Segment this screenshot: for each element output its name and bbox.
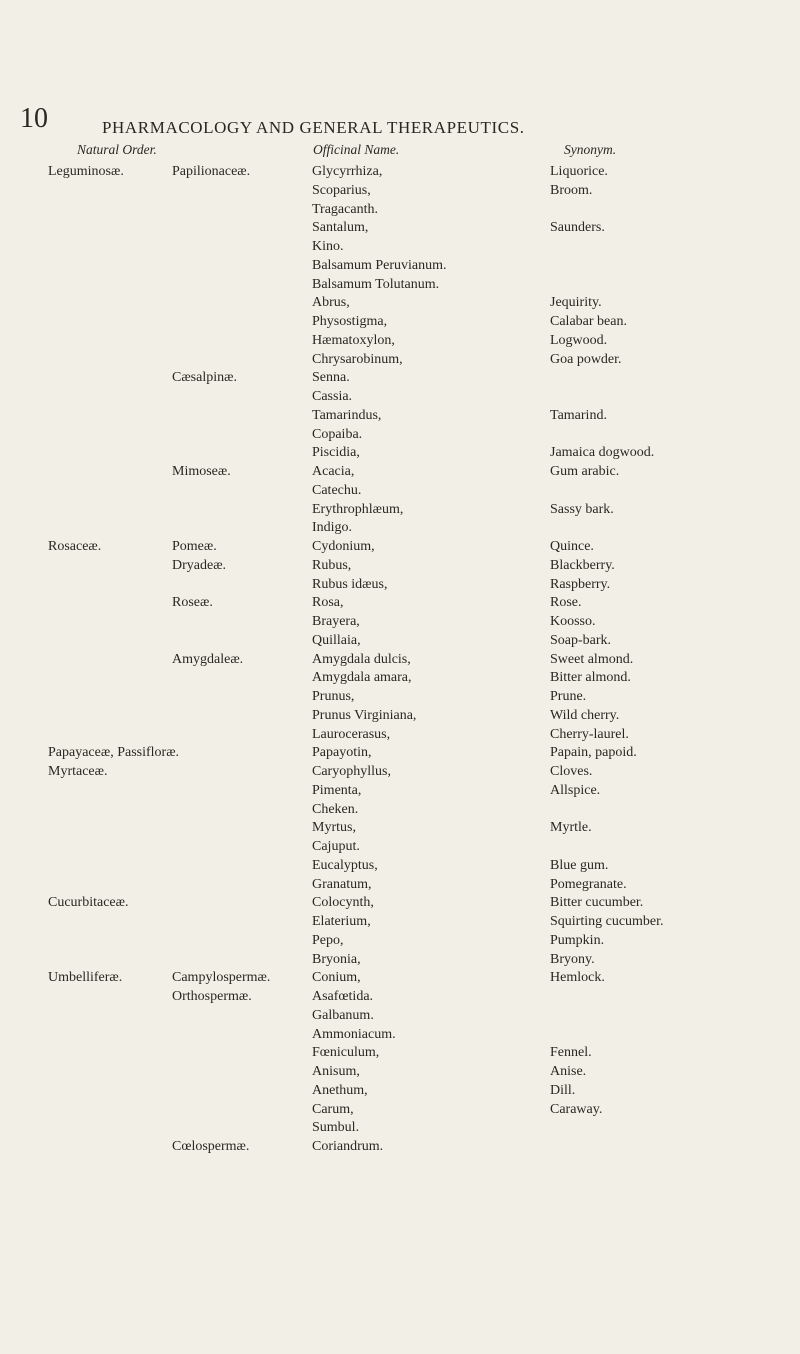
official-name-cell: Pimenta,	[312, 782, 362, 798]
official-name-cell: Cydonium,	[312, 539, 375, 554]
column-headers	[0, 142, 800, 162]
table-row	[0, 894, 800, 913]
table-row	[0, 351, 800, 370]
page-number: 10	[20, 103, 48, 134]
official-name-cell: Santalum,	[312, 220, 369, 236]
synonym-cell: Bitter almond.	[550, 670, 631, 686]
official-name-cell: Ammoniacum.	[312, 1026, 396, 1042]
official-name-cell: Glycyrrhiza,	[312, 164, 383, 179]
table-row	[0, 1007, 800, 1026]
official-name-cell: Catechu.	[312, 482, 362, 498]
synonym-cell: Hemlock.	[550, 970, 605, 986]
synonym-cell: Sweet almond.	[550, 651, 634, 667]
official-name-cell: Piscidia,	[312, 445, 360, 461]
synonym-cell: Caraway.	[550, 1101, 603, 1117]
official-name-cell: Amygdala dulcis,	[312, 651, 411, 667]
synonym-cell: Raspberry.	[550, 576, 611, 592]
official-name-cell: Senna.	[312, 370, 350, 386]
synonym-cell: Blackberry.	[550, 557, 615, 573]
official-name-cell: Granatum,	[312, 876, 372, 892]
official-name-cell: Indigo.	[312, 520, 353, 536]
official-name-cell: Kino.	[312, 239, 344, 254]
table-row	[0, 294, 800, 313]
official-name-cell: Eucalyptus,	[312, 857, 378, 873]
official-name-cell: Rubus,	[312, 557, 352, 573]
official-name-cell: Conium,	[312, 970, 361, 986]
suborder-cell: Roseæ.	[172, 595, 213, 611]
official-name-header: Officinal Name.	[313, 142, 400, 157]
table-row	[0, 857, 800, 876]
synonym-cell: Cherry-laurel.	[550, 726, 629, 742]
suborder-cell: Orthospermæ.	[172, 989, 252, 1004]
table-row	[0, 482, 800, 501]
suborder-cell: Dryadeæ.	[172, 557, 227, 573]
official-name-cell: Cheken.	[312, 801, 359, 817]
suborder-cell: Cæsalpinæ.	[172, 370, 237, 386]
official-name-cell: Hæmatoxylon,	[312, 332, 395, 348]
table-row	[0, 763, 800, 782]
table-row	[0, 913, 800, 932]
synonym-cell: Saunders.	[550, 220, 605, 236]
natural-order-cell: Myrtaceæ.	[48, 764, 108, 779]
table-row	[0, 388, 800, 407]
table-row	[0, 1101, 800, 1120]
table-row	[0, 1138, 800, 1157]
table-row	[0, 313, 800, 332]
official-name-cell: Erythrophlæum,	[312, 501, 404, 517]
suborder-cell: Mimoseæ.	[172, 464, 231, 479]
synonym-cell: Prune.	[550, 689, 587, 704]
official-name-cell: Papayotin,	[312, 745, 372, 761]
synonym-cell: Wild cherry.	[550, 707, 620, 723]
synonym-cell: Goa powder.	[550, 351, 622, 367]
synonym-cell: Fennel.	[550, 1045, 592, 1061]
table-row	[0, 688, 800, 707]
table-row	[0, 744, 800, 763]
official-name-cell: Bryonia,	[312, 951, 361, 967]
natural-order-cell: Cucurbitaceæ.	[48, 895, 129, 911]
table-row	[0, 594, 800, 613]
table-row	[0, 1063, 800, 1082]
table-row	[0, 557, 800, 576]
table-row	[0, 951, 800, 970]
synonym-cell: Calabar bean.	[550, 314, 627, 329]
table-row	[0, 819, 800, 838]
table-row	[0, 707, 800, 726]
table-row	[0, 1044, 800, 1063]
table-row	[0, 182, 800, 201]
table-row	[0, 163, 800, 182]
synonym-header: Synonym.	[564, 142, 617, 157]
table-row	[0, 669, 800, 688]
table-row	[0, 519, 800, 538]
official-name-cell: Galbanum.	[312, 1007, 374, 1023]
synonym-cell: Allspice.	[550, 782, 601, 798]
official-name-cell: Pepo,	[312, 932, 344, 948]
synonym-cell: Anise.	[550, 1064, 587, 1079]
synonym-cell: Papain, papoid.	[550, 745, 637, 761]
official-name-cell: Quillaia,	[312, 632, 361, 648]
synonym-cell: Rose.	[550, 595, 582, 611]
synonym-cell: Bryony.	[550, 951, 595, 967]
official-name-cell: Caryophyllus,	[312, 764, 391, 779]
synonym-cell: Logwood.	[550, 332, 608, 348]
synonym-cell: Gum arabic.	[550, 464, 620, 479]
official-name-cell: Asafœtida.	[312, 989, 374, 1004]
synonym-cell: Jamaica dogwood.	[550, 445, 655, 461]
table-row	[0, 838, 800, 857]
table-row	[0, 632, 800, 651]
table-row	[0, 613, 800, 632]
table-row	[0, 201, 800, 220]
official-name-cell: Cassia.	[312, 389, 353, 404]
synonym-cell: Pomegranate.	[550, 876, 627, 892]
synonym-cell: Myrtle.	[550, 820, 592, 836]
running-title: PHARMACOLOGY AND GENERAL THERAPEUTICS.	[102, 118, 525, 137]
table-row	[0, 257, 800, 276]
synonym-cell: Tamarind.	[550, 407, 607, 423]
official-name-cell: Prunus,	[312, 689, 355, 704]
suborder-cell: Campylospermæ.	[172, 970, 271, 986]
natural-order-cell: Rosaceæ.	[48, 539, 102, 554]
table-row	[0, 1082, 800, 1101]
synonym-cell: Pumpkin.	[550, 932, 605, 948]
table-row	[0, 444, 800, 463]
table-row	[0, 426, 800, 445]
official-name-cell: Anethum,	[312, 1082, 368, 1098]
official-name-cell: Physostigma,	[312, 314, 388, 329]
official-name-cell: Colocynth,	[312, 895, 374, 911]
official-name-cell: Sumbul.	[312, 1120, 360, 1136]
natural-order-header: Natural Order.	[77, 142, 157, 157]
official-name-cell: Fœniculum,	[312, 1045, 380, 1061]
table-row	[0, 463, 800, 482]
synonym-cell: Dill.	[550, 1082, 576, 1098]
table-row	[0, 538, 800, 557]
official-name-cell: Carum,	[312, 1101, 354, 1117]
table-row	[0, 238, 800, 257]
official-name-cell: Acacia,	[312, 464, 355, 479]
table-row	[0, 1026, 800, 1045]
synonym-cell: Jequirity.	[550, 295, 602, 311]
suborder-cell: Pomeæ.	[172, 539, 217, 554]
suborder-cell: Amygdaleæ.	[172, 651, 244, 667]
suborder-cell: Papilionaceæ.	[172, 164, 251, 179]
official-name-cell: Tamarindus,	[312, 407, 382, 423]
table-row	[0, 932, 800, 951]
synonym-cell: Cloves.	[550, 764, 593, 779]
official-name-cell: Brayera,	[312, 614, 360, 629]
natural-order-cell: Umbelliferæ.	[48, 970, 123, 986]
table-row	[0, 332, 800, 351]
table-row	[0, 988, 800, 1007]
table-row	[0, 782, 800, 801]
table-row	[0, 407, 800, 426]
table-row	[0, 801, 800, 820]
drug-table	[0, 163, 800, 1157]
synonym-cell: Bitter cucumber.	[550, 895, 644, 911]
official-name-cell: Myrtus,	[312, 820, 356, 836]
official-name-cell: Cajuput.	[312, 839, 360, 854]
table-row	[0, 876, 800, 895]
official-name-cell: Balsamum Tolutanum.	[312, 276, 440, 292]
synonym-cell: Koosso.	[550, 614, 596, 629]
official-name-cell: Laurocerasus,	[312, 726, 391, 742]
table-row	[0, 576, 800, 595]
synonym-cell: Squirting cucumber.	[550, 914, 664, 929]
official-name-cell: Scoparius,	[312, 182, 371, 198]
synonym-cell: Sassy bark.	[550, 501, 614, 517]
official-name-cell: Abrus,	[312, 295, 350, 311]
official-name-cell: Balsamum Peruvianum.	[312, 257, 447, 273]
official-name-cell: Chrysarobinum,	[312, 351, 403, 367]
table-row	[0, 969, 800, 988]
official-name-cell: Rosa,	[312, 595, 344, 611]
table-row	[0, 726, 800, 745]
official-name-cell: Copaiba.	[312, 426, 363, 442]
synonym-cell: Soap-bark.	[550, 632, 612, 648]
official-name-cell: Tragacanth.	[312, 201, 378, 217]
official-name-cell: Amygdala amara,	[312, 670, 412, 686]
official-name-cell: Coriandrum.	[312, 1139, 384, 1154]
table-row	[0, 651, 800, 670]
natural-order-cell: Papayaceæ, Passifloræ.	[48, 745, 180, 761]
natural-order-cell: Leguminosæ.	[48, 164, 124, 179]
synonym-cell: Blue gum.	[550, 857, 609, 873]
table-row	[0, 276, 800, 295]
synonym-cell: Liquorice.	[550, 164, 608, 179]
synonym-cell: Broom.	[550, 182, 593, 198]
official-name-cell: Anisum,	[312, 1064, 360, 1079]
official-name-cell: Rubus idæus,	[312, 576, 388, 592]
suborder-cell: Cœlospermæ.	[172, 1139, 250, 1154]
official-name-cell: Prunus Virginiana,	[312, 707, 417, 723]
synonym-cell: Quince.	[550, 539, 594, 554]
table-row	[0, 219, 800, 238]
table-row	[0, 369, 800, 388]
table-row	[0, 501, 800, 520]
table-row	[0, 1119, 800, 1138]
official-name-cell: Elaterium,	[312, 914, 371, 929]
